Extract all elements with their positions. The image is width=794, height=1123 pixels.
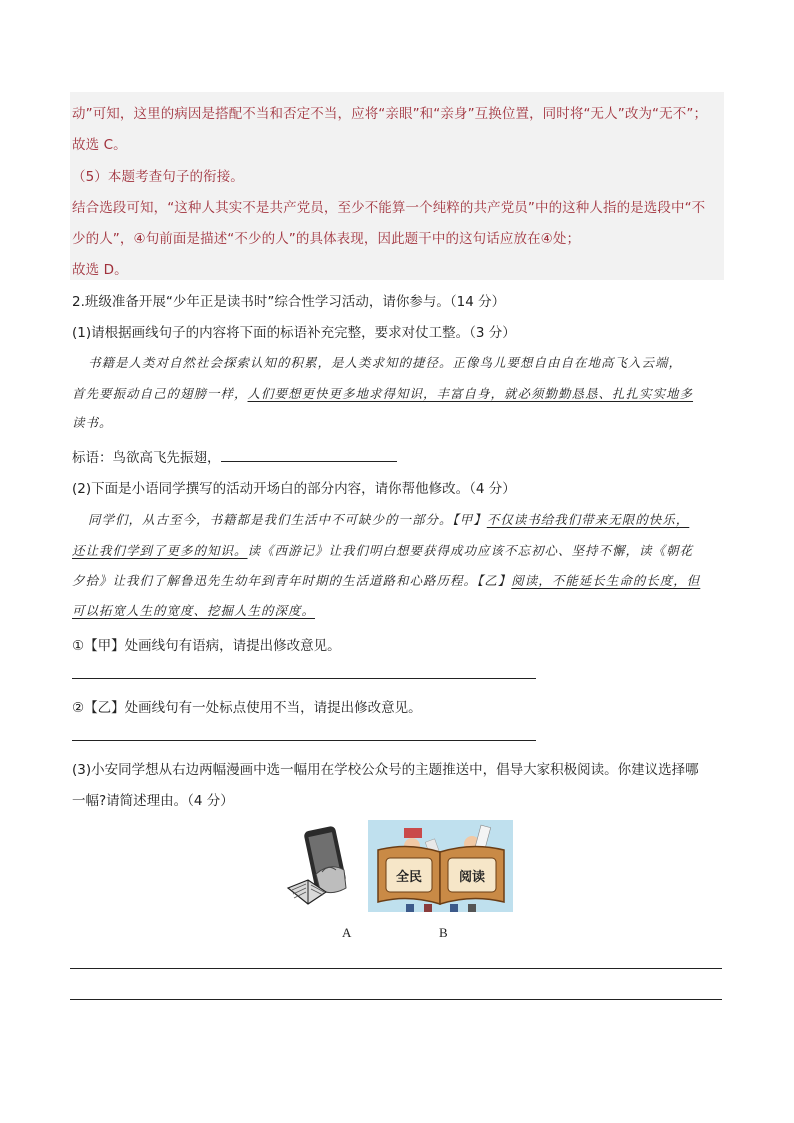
answer-line-yi[interactable] <box>72 740 536 741</box>
passage-2-line-3 <box>72 571 700 589</box>
passage-1-text: 首先要振动自己的翅膀一样， <box>72 386 248 401</box>
answer-line-1: 动”可知，这里的病因是搭配不当和否定不当，应将“亲眼”和“亲身”互换位置，同时将“无人”改为“无不”； <box>72 106 708 122</box>
passage-2-line-2 <box>72 541 693 559</box>
subquestion-2-1: ①【甲】处画线句有语病，请提出修改意见。 <box>72 638 341 654</box>
slogan-label: 标语：鸟欲高飞先振翅， <box>72 450 221 466</box>
subquestion-3-line-2: 一幅?请简述理由。（4 分） <box>72 793 234 809</box>
comic-a-caption: A <box>342 925 352 940</box>
passage-1-line-1: 书籍是人类对自然社会探索认知的积累，是人类求知的捷径。正像鸟儿要想自由自在地高飞入云端， <box>88 355 683 370</box>
answer-line-comic-2[interactable] <box>70 999 722 1000</box>
answer-line-5: 少的人”，④句前面是描述“不少的人”的具体表现，因此题干中的这句话应放在④处； <box>72 231 581 247</box>
passage-1-line-2 <box>72 384 693 402</box>
passage-2-line-4 <box>72 601 315 619</box>
slogan-line <box>72 446 397 466</box>
underlined-sentence-yi-cont: 可以拓宽人生的宽度、挖掘人生的深度。 <box>72 603 316 618</box>
underlined-sentence-jia-cont: 还让我们学到了更多的知识。 <box>72 543 248 558</box>
passage-2-line-1 <box>88 510 689 528</box>
comic-b-caption: B <box>439 925 448 940</box>
subquestion-2-2: ②【乙】处画线句有一处标点使用不当，请提出修改意见。 <box>72 700 422 716</box>
subquestion-1-prompt: (1)请根据画线句子的内容将下面的标语补充完整，要求对仗工整。（3 分） <box>72 325 516 341</box>
slogan-answer-blank[interactable] <box>221 448 397 462</box>
comic-b-image <box>368 820 513 912</box>
underlined-sentence: 人们要想更快更多地求得知识，丰富自身，就必须勤勤恳恳、扎扎实实地多 <box>247 386 694 401</box>
passage-1-line-3: 读书。 <box>72 415 113 430</box>
passage-2-text: 读《西游记》让我们明白想要获得成功应该不忘初心、坚持不懈，读《朝花 <box>247 543 694 558</box>
subquestion-3-line-1: (3)小安同学想从右边两幅漫画中选一幅用在学校公众号的主题推送中，倡导大家积极阅读。你建议选择哪 <box>72 762 699 778</box>
answer-line-3: （5）本题考查句子的衔接。 <box>72 169 244 185</box>
subquestion-2-prompt: (2)下面是小语同学撰写的活动开场白的部分内容，请你帮他修改。（4 分） <box>72 481 516 497</box>
comic-b-book-right-text: 阅读 <box>458 870 486 885</box>
answer-line-6: 故选 D。 <box>72 262 128 278</box>
answer-line-jia[interactable] <box>72 678 536 679</box>
answer-line-comic-1[interactable] <box>70 968 722 969</box>
question-2-title: 2.班级准备开展“少年正是读书时”综合性学习活动，请你参与。（14 分） <box>72 294 506 310</box>
underlined-sentence-yi: 阅读，不能延长生命的长度，但 <box>511 573 701 588</box>
underlined-sentence-jia: 不仅读书给我们带来无限的快乐， <box>486 512 690 527</box>
passage-2-text: 同学们，从古至今，书籍都是我们生活中不可缺少的一部分。【甲】 <box>88 512 487 527</box>
passage-2-text: 夕拾》让我们了解鲁迅先生幼年到青年时期的生活道路和心路历程。【乙】 <box>72 573 512 588</box>
answer-line-2: 故选 C。 <box>72 137 127 153</box>
comic-a-image <box>286 822 354 912</box>
answer-line-4: 结合选段可知，“这种人其实不是共产党员，至少不能算一个纯粹的共产党员”中的这种人指的是选段中“不 <box>72 200 706 216</box>
comic-b-book-left-text: 全民 <box>395 870 423 885</box>
